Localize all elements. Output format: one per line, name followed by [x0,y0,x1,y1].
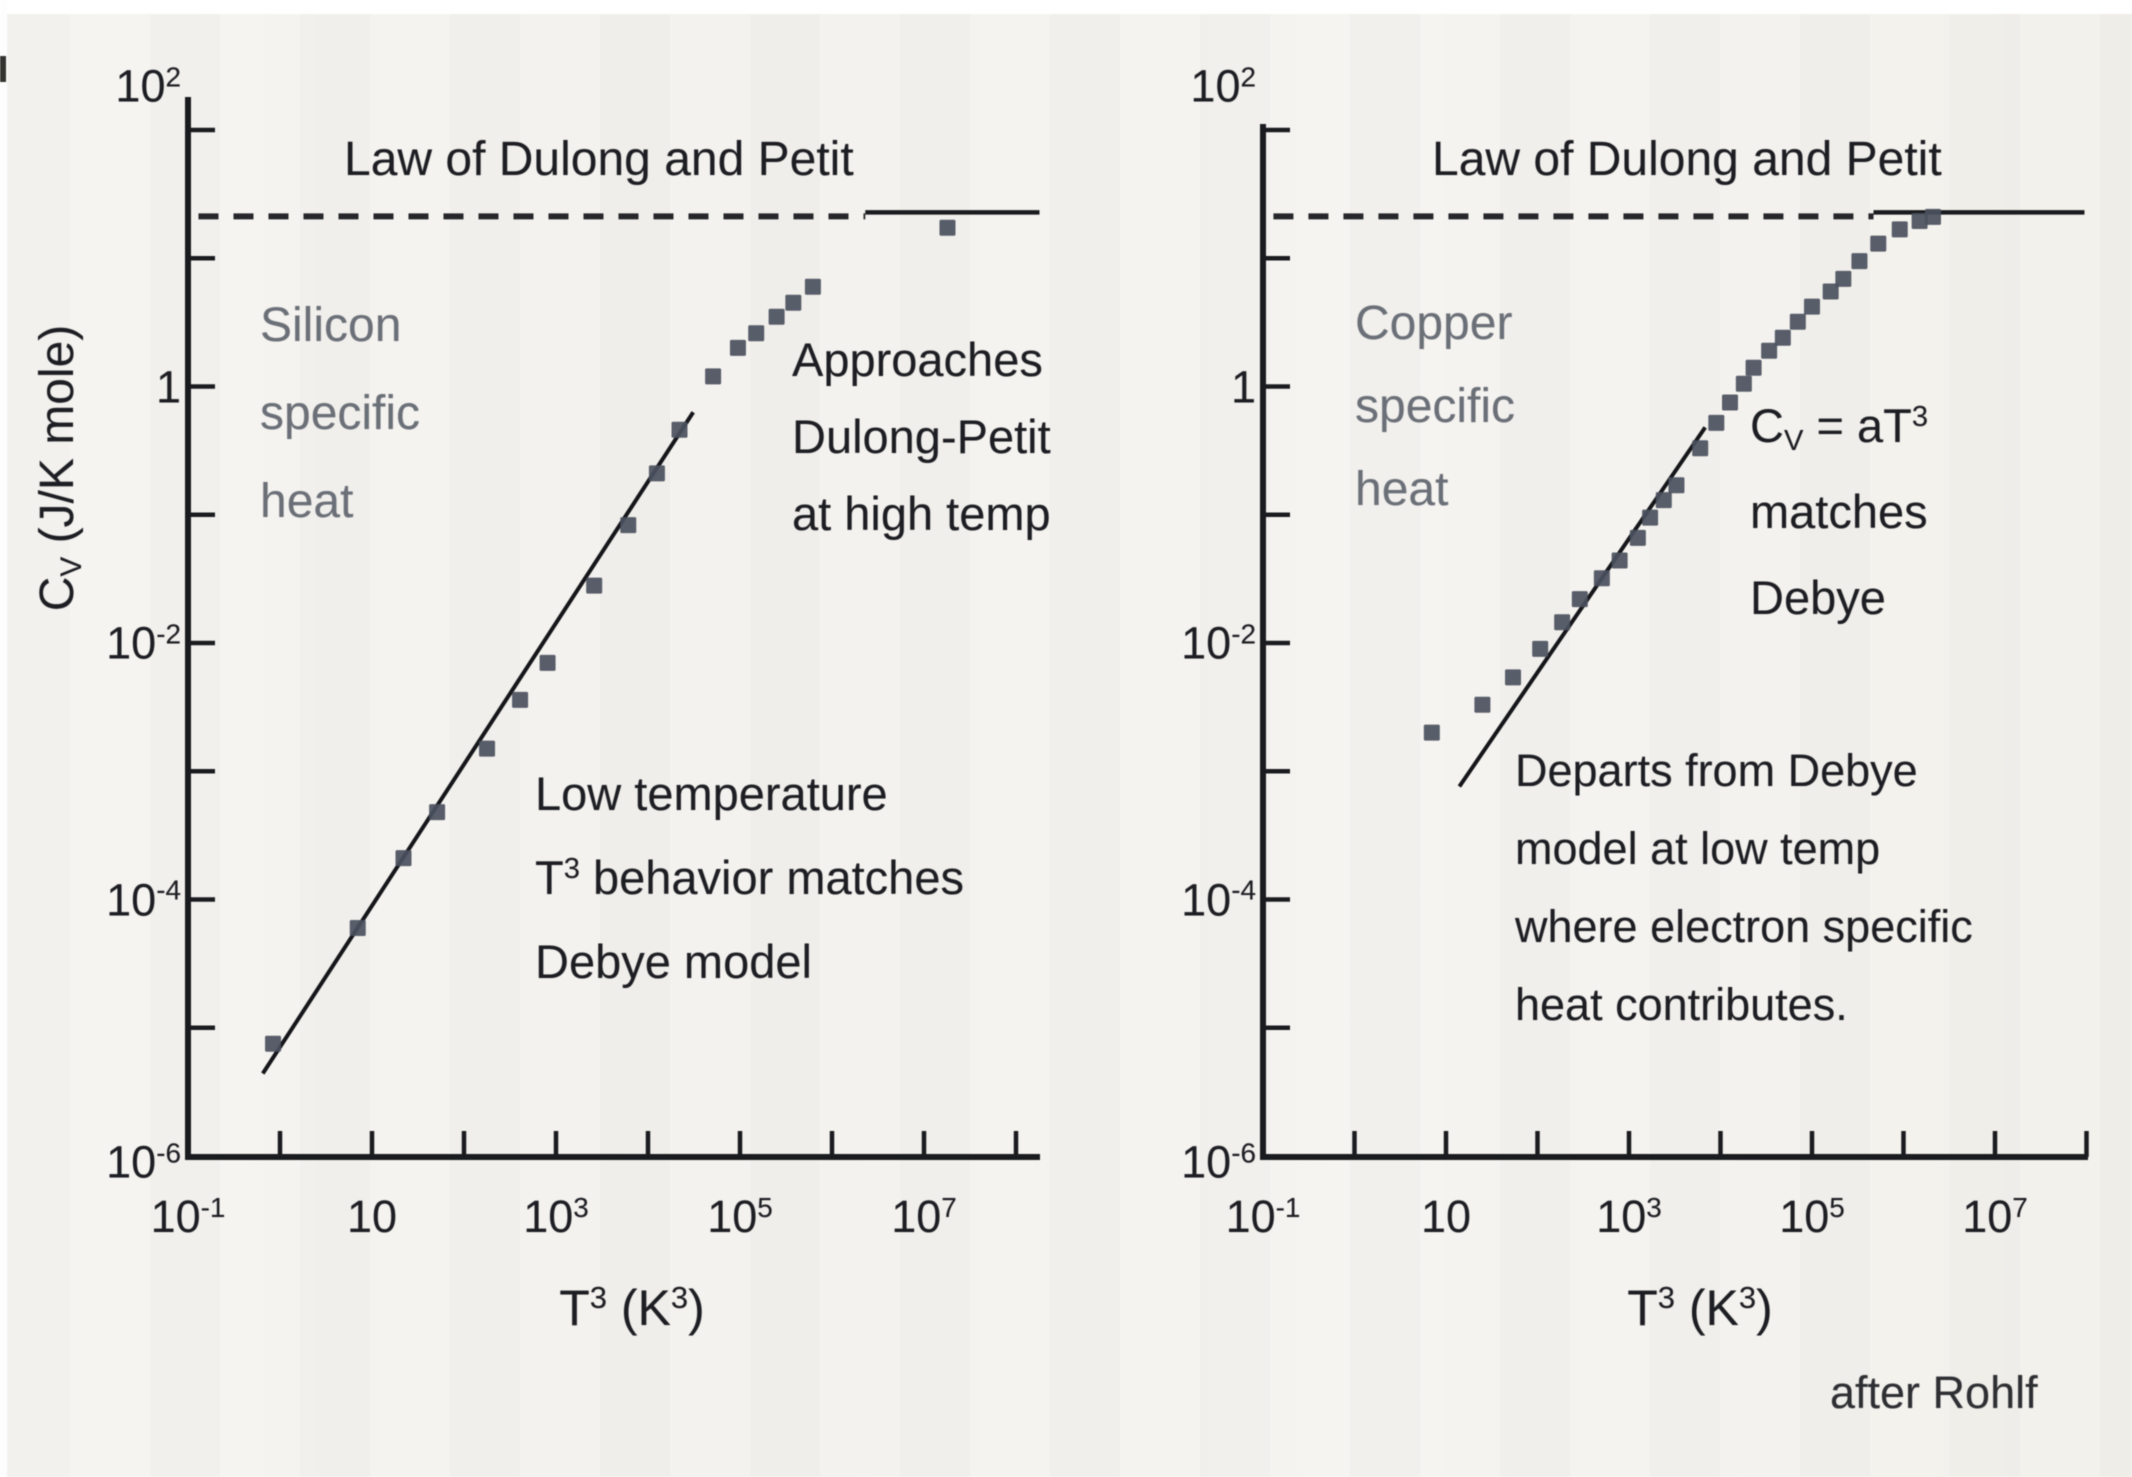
annotation-material-line1: Copper [1355,297,1513,350]
x-tick-label: $10^7$ [891,1191,957,1242]
data-point [1630,530,1646,546]
data-point [1851,253,1867,269]
data-point [1722,395,1738,411]
scan-edge-artifact [0,56,6,82]
y-tick-label: $10^{-6}$ [106,1136,181,1188]
data-point [1656,492,1672,508]
x-tick-label: $10^5$ [707,1191,773,1242]
data-point [672,422,688,438]
annotation-departs-line1: Departs from Debye [1515,745,1918,796]
annotation-material-line2: specific [1355,380,1516,433]
annotation-cv_at3-line3: Debye [1750,571,1886,624]
data-point [1708,415,1724,431]
annotation-cv_at3-line1: $C_V = aT^3$ [1750,399,1929,458]
annotation-departs-line3: where electron specific [1515,901,1973,952]
data-point [1594,570,1610,586]
annotation-departs-line4: heat contributes. [1515,979,1848,1030]
x-tick-label: $10^3$ [1596,1191,1662,1242]
data-point [479,741,495,757]
y-tick-label: $10^2$ [1190,60,1256,112]
data-point [1775,330,1791,346]
data-points-copper [1424,209,1941,741]
x-tick-label: $10^5$ [1779,1191,1845,1242]
data-point [1736,376,1752,392]
x-axis-title: $T^3$ $(K^3)$ [1627,1279,1773,1336]
data-point [540,655,556,671]
y-tick-label: $10^{-4}$ [1181,874,1256,925]
data-point [1532,641,1548,657]
plot-silicon [185,97,1040,1159]
y-tick-label: 1 [1230,361,1256,412]
annotation-approach-line3: at high temp [792,487,1051,540]
data-point [730,340,746,356]
annotation-approach-line2: Dulong-Petit [792,410,1051,463]
data-point [1790,314,1806,330]
x-tick-label: $10^3$ [523,1191,589,1242]
dulong-petit-label-left: Law of Dulong and Petit [344,133,854,186]
data-point [429,804,445,820]
data-point [1761,343,1777,359]
data-point [769,309,785,325]
data-point [1835,271,1851,287]
data-point [1870,236,1886,252]
y-tick-label: $10^2$ [115,60,181,112]
data-point [1612,552,1628,568]
data-point [350,920,366,936]
dulong-petit-label-right: Law of Dulong and Petit [1432,133,1942,186]
data-point [1474,697,1490,713]
annotation-approach-line1: Approaches [792,333,1043,386]
data-point [1746,360,1762,376]
annotation-material-line3: heat [260,475,354,528]
annotation-material-line3: heat [1355,463,1449,516]
data-point [785,295,801,311]
data-point [649,465,665,481]
x-tick-label: $10^{-1}$ [1225,1191,1301,1242]
data-point [1692,440,1708,456]
data-point [1424,725,1440,741]
data-point [1505,669,1521,685]
data-point [1925,209,1941,225]
annotation-lowtemp-line3: Debye model [535,935,812,988]
x-axis-title: $T^3$ $(K^3)$ [559,1279,705,1336]
y-tick-label: $10^{-2}$ [1181,617,1256,669]
data-point [939,220,955,236]
data-point [1642,510,1658,526]
annotation-material-line2: specific [260,387,421,440]
data-point [748,325,764,341]
data-point [512,692,528,708]
data-point [1668,477,1684,493]
annotation-lowtemp-line1: Low temperature [535,767,888,820]
annotation-departs-line2: model at low temp [1515,823,1881,874]
y-tick-label: 1 [155,361,181,412]
data-point [1892,221,1908,237]
data-point [705,368,721,384]
data-point [396,850,412,866]
data-point [1572,591,1588,607]
figure-credit: after Rohlf [1830,1367,2038,1418]
y-tick-label: $10^{-4}$ [106,874,181,925]
data-point [1554,614,1570,630]
annotation-lowtemp-line2: $T^3$ behavior matches [535,851,964,904]
data-point [265,1036,281,1052]
data-point [620,517,636,533]
data-point [586,578,602,594]
annotation-material-line1: Silicon [260,299,402,352]
data-point [1804,299,1820,315]
y-tick-label: $10^{-6}$ [1181,1136,1256,1188]
annotation-cv_at3-line2: matches [1750,485,1928,538]
y-axis-title: $C_V$ (J/K mole) [31,324,89,612]
x-tick-label: $10^7$ [1962,1191,2028,1242]
x-tick-label: 10 [1420,1191,1472,1242]
y-tick-label: $10^{-2}$ [106,617,181,669]
x-tick-label: $10^{-1}$ [150,1191,226,1242]
data-point [805,279,821,295]
x-tick-label: 10 [346,1191,398,1242]
